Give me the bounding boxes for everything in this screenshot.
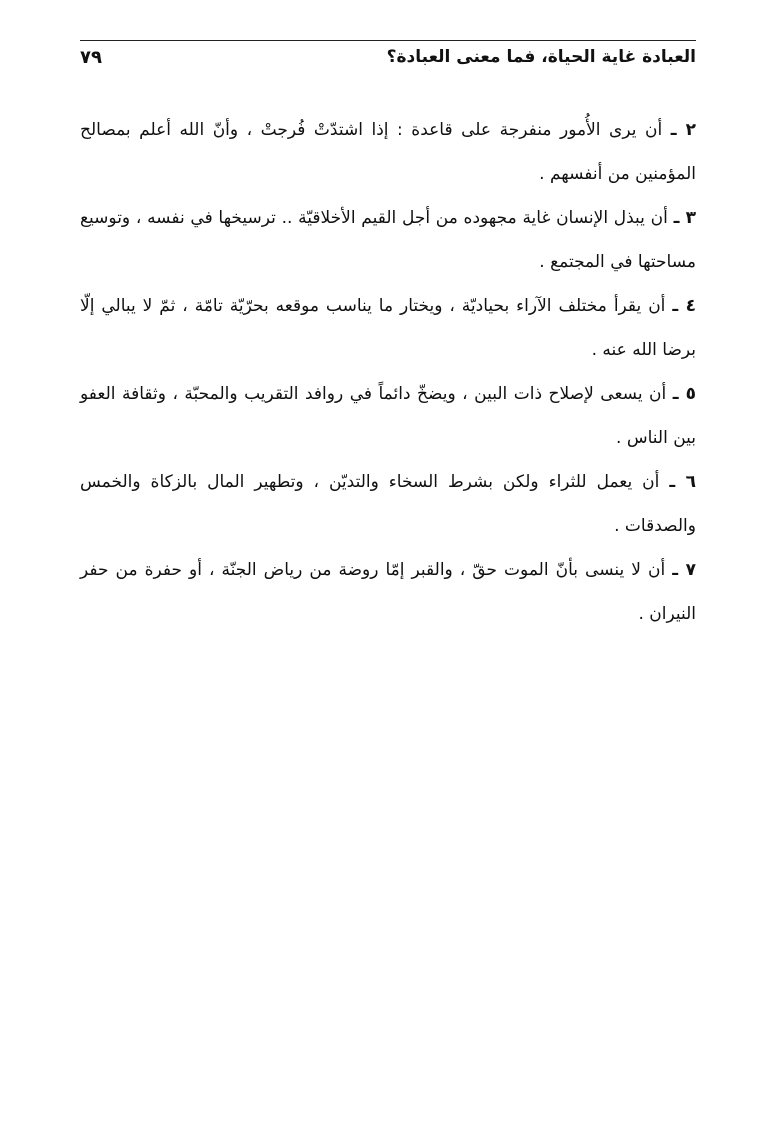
item-number: ٢ ـ (670, 120, 697, 140)
item-number: ٣ ـ (673, 208, 696, 228)
item-text: أن يبذل الإنسان غاية مجهوده من أجل القيم الأخلاقيّة .. ترسيخها في نفسه ، وتوسيع مساحتها في المجتمع . (80, 208, 696, 272)
item-text: أن يسعى لإصلاح ذات البين ، ويضخّ دائماً في روافد التقريب والمحبّة ، وثقافة العفو بين الناس . (80, 384, 696, 448)
item-text: أن يرى الأُمور منفرجة على قاعدة : إذا اشتدّتْ فُرجتْ ، وأنّ الله أعلم بمصالح المؤمنين من أنفسهم . (80, 120, 696, 184)
list-item (80, 196, 696, 284)
list-item (80, 372, 696, 460)
list-item (80, 108, 696, 196)
item-number: ٥ ـ (672, 384, 696, 404)
running-header (80, 40, 696, 81)
running-title: العبادة غاية الحياة، فما معنى العبادة؟ (386, 47, 696, 67)
item-number: ٦ ـ (669, 472, 697, 492)
item-number: ٤ ـ (672, 296, 696, 316)
page-number: ٧٩ (80, 47, 102, 68)
item-text: أن يقرأ مختلف الآراء بحياديّة ، ويختار ما يناسب موقعه بحرّيّة تامّة ، ثمّ لا يبالي إلّا برضا الله عنه . (80, 296, 696, 360)
list-item (80, 284, 696, 372)
list-item (80, 460, 696, 548)
list-item (80, 548, 696, 636)
page-body (80, 108, 696, 636)
item-number: ٧ ـ (672, 560, 697, 580)
item-text: أن يعمل للثراء ولكن بشرط السخاء والتديّن ، وتطهير المال بالزكاة والخمس والصدقات . (80, 472, 696, 536)
item-text: أن لا ينسى بأنّ الموت حقّ ، والقبر إمّا روضة من رياض الجنّة ، أو حفرة من حفر النيران . (80, 560, 696, 624)
